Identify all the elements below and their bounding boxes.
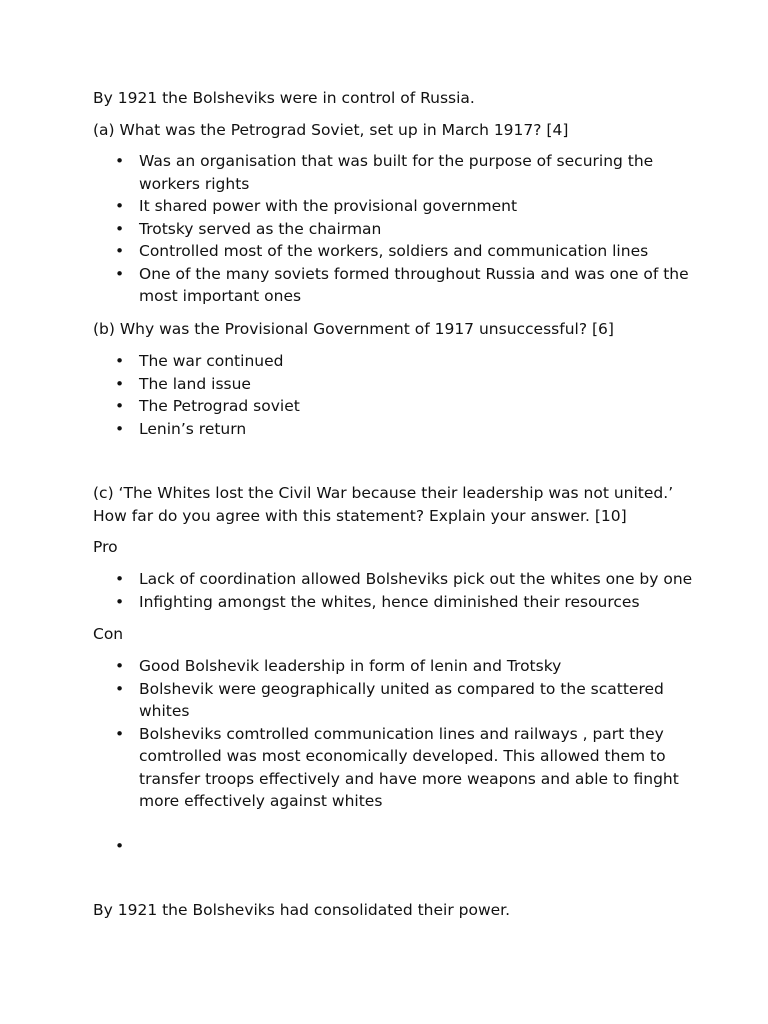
list-item: • Bolshevik were geographically united as compared to the scattered whites (93, 678, 693, 723)
list-item: • The Petrograd soviet (93, 395, 693, 418)
list-item: • Was an organisation that was built for the purpose of securing the workers rights (93, 150, 693, 195)
question-b-answer-list (93, 350, 693, 440)
list-item: • The land issue (93, 373, 693, 396)
question-a-prompt: (a) What was the Petrograd Soviet, set up in March 1917? [4] (93, 121, 569, 139)
closing-paragraph: By 1921 the Bolsheviks had consolidated their power. (93, 901, 511, 919)
pro-argument-list (93, 568, 693, 613)
list-item: • Lack of coordination allowed Bolsheviks pick out the whites one by one (93, 568, 693, 591)
con-heading: Con (93, 625, 124, 643)
list-item: • Infighting amongst the whites, hence diminished their resources (93, 591, 693, 614)
list-item (93, 835, 693, 858)
list-item: • Trotsky served as the chairman (93, 218, 693, 241)
list-item: • The war continued (93, 350, 693, 373)
question-c-prompt: (c) ‘The Whites lost the Civil War because their leadership was not united.’ How far do you agree with this statement? Explain your answer. [10] (93, 484, 674, 525)
list-item: • Controlled most of the workers, soldiers and communication lines (93, 240, 693, 263)
list-item: • Bolsheviks comtrolled communication lines and railways , part they comtrolled was most economically developed. This allowed them to transfer troops effectively and have more weapons and able to finght more effectively against whites (93, 723, 693, 813)
list-item: • It shared power with the provisional government (93, 195, 693, 218)
pro-heading: Pro (93, 538, 118, 556)
list-item: • One of the many soviets formed throughout Russia and was one of the most important ones (93, 263, 693, 308)
intro-paragraph: By 1921 the Bolsheviks were in control of Russia. (93, 89, 475, 107)
question-b-prompt: (b) Why was the Provisional Government of 1917 unsuccessful? [6] (93, 320, 614, 338)
empty-bullet-list (93, 835, 693, 858)
list-item: • Lenin’s return (93, 418, 693, 441)
con-argument-list (93, 655, 693, 813)
question-a-answer-list (93, 150, 693, 308)
list-item: • Good Bolshevik leadership in form of lenin and Trotsky (93, 655, 693, 678)
